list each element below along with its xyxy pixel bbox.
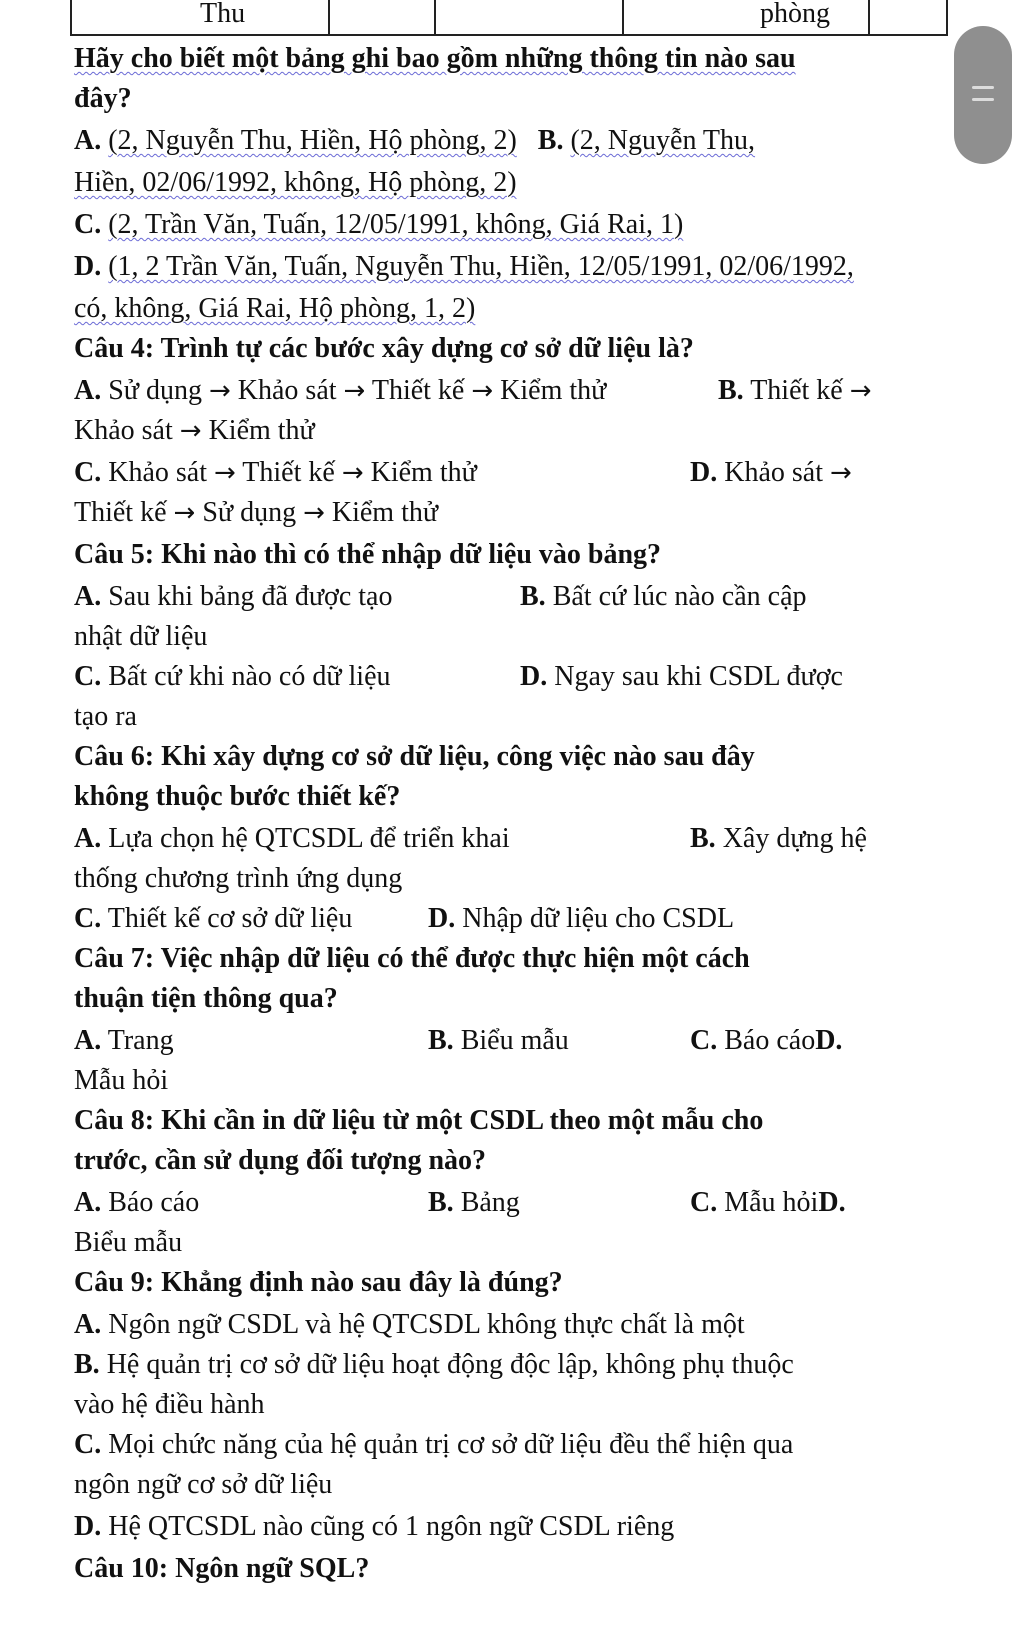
- question-9-option-b-cont: vào hệ điều hành: [74, 1389, 265, 1420]
- table-border: [868, 0, 870, 34]
- question-3-options-ab: A. (2, Nguyễn Thu, Hiền, Hộ phòng, 2) B. (2, Nguyễn Thu,: [74, 125, 756, 156]
- question-6-option-c: C. Thiết kế cơ sở dữ liệu: [74, 903, 353, 934]
- question-3-option-d-cont: có, không, Giá Rai, Hộ phòng, 1, 2): [74, 293, 476, 324]
- arrow-right-icon: →: [341, 458, 364, 488]
- arrow-right-icon: →: [214, 458, 236, 488]
- question-10-stem: Câu 10: Ngôn ngữ SQL?: [74, 1553, 370, 1584]
- question-4-option-d: D. Khảo sát →: [690, 457, 852, 488]
- question-6-option-b: B. Xây dựng hệ: [690, 823, 867, 854]
- arrow-right-icon: →: [830, 458, 852, 488]
- question-9-option-c-cont: ngôn ngữ cơ sở dữ liệu: [74, 1469, 333, 1500]
- question-4-option-b-cont: Khảo sát → Kiểm thử: [74, 415, 315, 446]
- question-4-option-a: A. Sử dụng → Khảo sát → Thiết kế → Kiểm thử: [74, 375, 607, 406]
- question-4-option-c: C. Khảo sát → Thiết kế → Kiểm thử: [74, 457, 477, 488]
- question-6-option-b-cont: thống chương trình ứng dụng: [74, 863, 403, 894]
- question-6-option-d: D. Nhập dữ liệu cho CSDL: [428, 903, 735, 934]
- question-4-option-d-cont: Thiết kế → Sử dụng → Kiểm thử: [74, 497, 439, 528]
- question-7-option-d: Mẫu hỏi: [74, 1065, 169, 1096]
- arrow-right-icon: →: [849, 376, 872, 406]
- table-border: [434, 0, 436, 34]
- question-8-option-b: B. Bảng: [428, 1187, 520, 1218]
- arrow-right-icon: →: [343, 376, 366, 406]
- question-8-option-a: A. Báo cáo: [74, 1187, 200, 1218]
- table-cell-phong: phòng: [760, 0, 830, 29]
- question-4-stem: Câu 4: Trình tự các bước xây dựng cơ sở dữ liệu là?: [74, 333, 694, 364]
- arrow-right-icon: →: [179, 416, 202, 446]
- question-9-stem: Câu 9: Khẳng định nào sau đây là đúng?: [74, 1267, 563, 1298]
- question-7-stem: Câu 7: Việc nhập dữ liệu có thể được thực hiện một cách: [74, 943, 750, 974]
- question-8-option-c: C. Mẫu hỏiD.: [690, 1187, 846, 1218]
- question-8-option-d: Biểu mẫu: [74, 1227, 183, 1258]
- question-7-option-c: C. Báo cáoD.: [690, 1025, 843, 1056]
- question-3-option-c: C. (2, Trần Văn, Tuấn, 12/05/1991, không, Giá Rai, 1): [74, 209, 684, 240]
- question-3-option-b-cont: Hiền, 02/06/1992, không, Hộ phòng, 2): [74, 167, 517, 198]
- arrow-right-icon: →: [208, 376, 231, 406]
- question-7-option-a: A. Trang: [74, 1025, 174, 1056]
- question-5-option-b-cont: nhật dữ liệu: [74, 621, 208, 652]
- question-9-option-b: B. Hệ quản trị cơ sở dữ liệu hoạt động độc lập, không phụ thuộc: [74, 1349, 794, 1380]
- question-7-stem-cont: thuận tiện thông qua?: [74, 983, 338, 1014]
- question-9-option-d: D. Hệ QTCSDL nào cũng có 1 ngôn ngữ CSDL riêng: [74, 1511, 675, 1542]
- question-9-option-c: C. Mọi chức năng của hệ quản trị cơ sở dữ liệu đều thể hiện qua: [74, 1429, 794, 1460]
- question-3-stem: Hãy cho biết một bảng ghi bao gồm những thông tin nào sau: [74, 43, 796, 74]
- scroll-handle[interactable]: [954, 26, 1012, 164]
- question-4-option-b: B. Thiết kế →: [718, 375, 872, 406]
- grip-icon: [972, 98, 994, 101]
- question-5-option-b: B. Bất cứ lúc nào cần cập: [520, 581, 807, 612]
- question-6-option-a: A. Lựa chọn hệ QTCSDL để triển khai: [74, 823, 510, 854]
- table-border: [946, 0, 948, 34]
- question-9-option-a: A. Ngôn ngữ CSDL và hệ QTCSDL không thực chất là một: [74, 1309, 745, 1340]
- question-5-option-d: D. Ngay sau khi CSDL được: [520, 661, 843, 692]
- question-8-stem-cont: trước, cần sử dụng đối tượng nào?: [74, 1145, 487, 1176]
- arrow-right-icon: →: [173, 498, 196, 528]
- grip-icon: [972, 86, 994, 89]
- question-8-stem: Câu 8: Khi cần in dữ liệu từ một CSDL theo một mẫu cho: [74, 1105, 764, 1136]
- question-7-option-b: B. Biểu mẫu: [428, 1025, 569, 1056]
- question-6-stem-cont: không thuộc bước thiết kế?: [74, 781, 401, 812]
- question-5-option-d-cont: tạo ra: [74, 701, 137, 732]
- table-border: [622, 0, 624, 34]
- table-cell-thu: Thu: [200, 0, 246, 29]
- table-border: [70, 0, 72, 34]
- question-5-option-c: C. Bất cứ khi nào có dữ liệu: [74, 661, 391, 692]
- arrow-right-icon: →: [303, 498, 325, 528]
- question-6-stem: Câu 6: Khi xây dựng cơ sở dữ liệu, công việc nào sau đây: [74, 741, 755, 772]
- question-3-option-d: D. (1, 2 Trần Văn, Tuấn, Nguyễn Thu, Hiền, 12/05/1991, 02/06/1992,: [74, 251, 854, 282]
- question-5-stem: Câu 5: Khi nào thì có thể nhập dữ liệu vào bảng?: [74, 539, 662, 570]
- table-border: [328, 0, 330, 34]
- arrow-right-icon: →: [471, 376, 494, 406]
- question-5-option-a: A. Sau khi bảng đã được tạo: [74, 581, 393, 612]
- question-3-stem-cont: đây?: [74, 83, 132, 114]
